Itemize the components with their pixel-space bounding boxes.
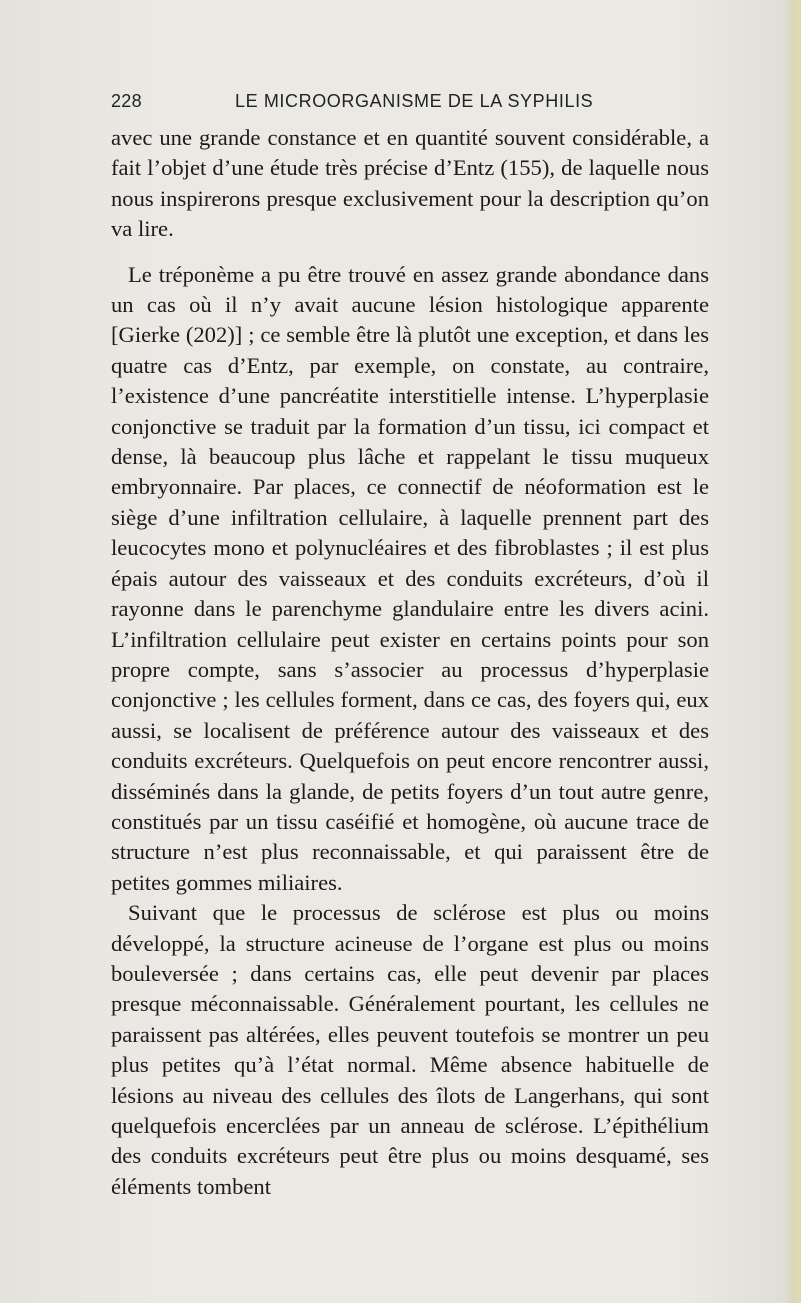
running-title: LE MICROORGANISME DE LA SYPHILIS	[235, 91, 594, 111]
paragraph-continuation: avec une grande constance et en quantité souvent considérable, a fait l’objet d’une étude très précise d’Entz (155), de laquelle nous nous inspirerons presque exclusivement pour la description qu’on va lire.	[111, 125, 709, 242]
page-number: 228	[111, 91, 142, 111]
running-header	[111, 91, 711, 115]
paragraph: Suivant que le processus de sclérose est plus ou moins développé, la structure acineuse de l’organe est plus ou moins bouleversée ; dans certains cas, elle peut devenir par places presque méconnaissable. Généralement pourtant, les cellules ne paraissent pas altérées, elles peuvent toutefois se montrer un peu plus petites qu’à l’état normal. Même absence habituelle de lésions au niveau des cellules des îlots de Langerhans, qui sont quelquefois encerclées par un anneau de sclérose. L’épithélium des conduits excréteurs peut être plus ou moins desquamé, ses éléments tombent	[111, 900, 709, 1199]
body-text	[111, 123, 709, 1202]
page-edge	[783, 0, 801, 1303]
paragraph: Le tréponème a pu être trouvé en assez grande abondance dans un cas où il n’y avait aucune lésion histologique apparente [Gierke (202)] ; ce semble être là plutôt une exception, et dans les quatre cas d’Entz, par exemple, on constate, au contraire, l’existence d’une pancréatite interstitielle intense. L’hyperplasie conjonctive se traduit par la formation d’un tissu, ici compact et dense, là beaucoup plus lâche et rappelant le tissu muqueux embryonnaire. Par places, ce connectif de néoformation est le siège d’une infiltration cellulaire, à laquelle prennent part des leucocytes mono et polynucléaires et des fibroblastes ; il est plus épais autour des vaisseaux et des conduits excréteurs, d’où il rayonne dans le parenchyme glandulaire entre les divers acini. L’infiltration cellulaire peut exister en certains points pour son propre compte, sans s’associer au processus d’hyperplasie conjonctive ; les cellules forment, dans ce cas, des foyers qui, eux aussi, se localisent de préférence autour des vaisseaux et des conduits excréteurs. Quelquefois on peut encore rencontrer aussi, disséminés dans la glande, de petits foyers d’un tout autre genre, constitués par un tissu caséifié et homogène, où aucune trace de structure n’est plus reconnaissable, et qui paraissent être de petites gommes miliaires.	[111, 261, 709, 895]
